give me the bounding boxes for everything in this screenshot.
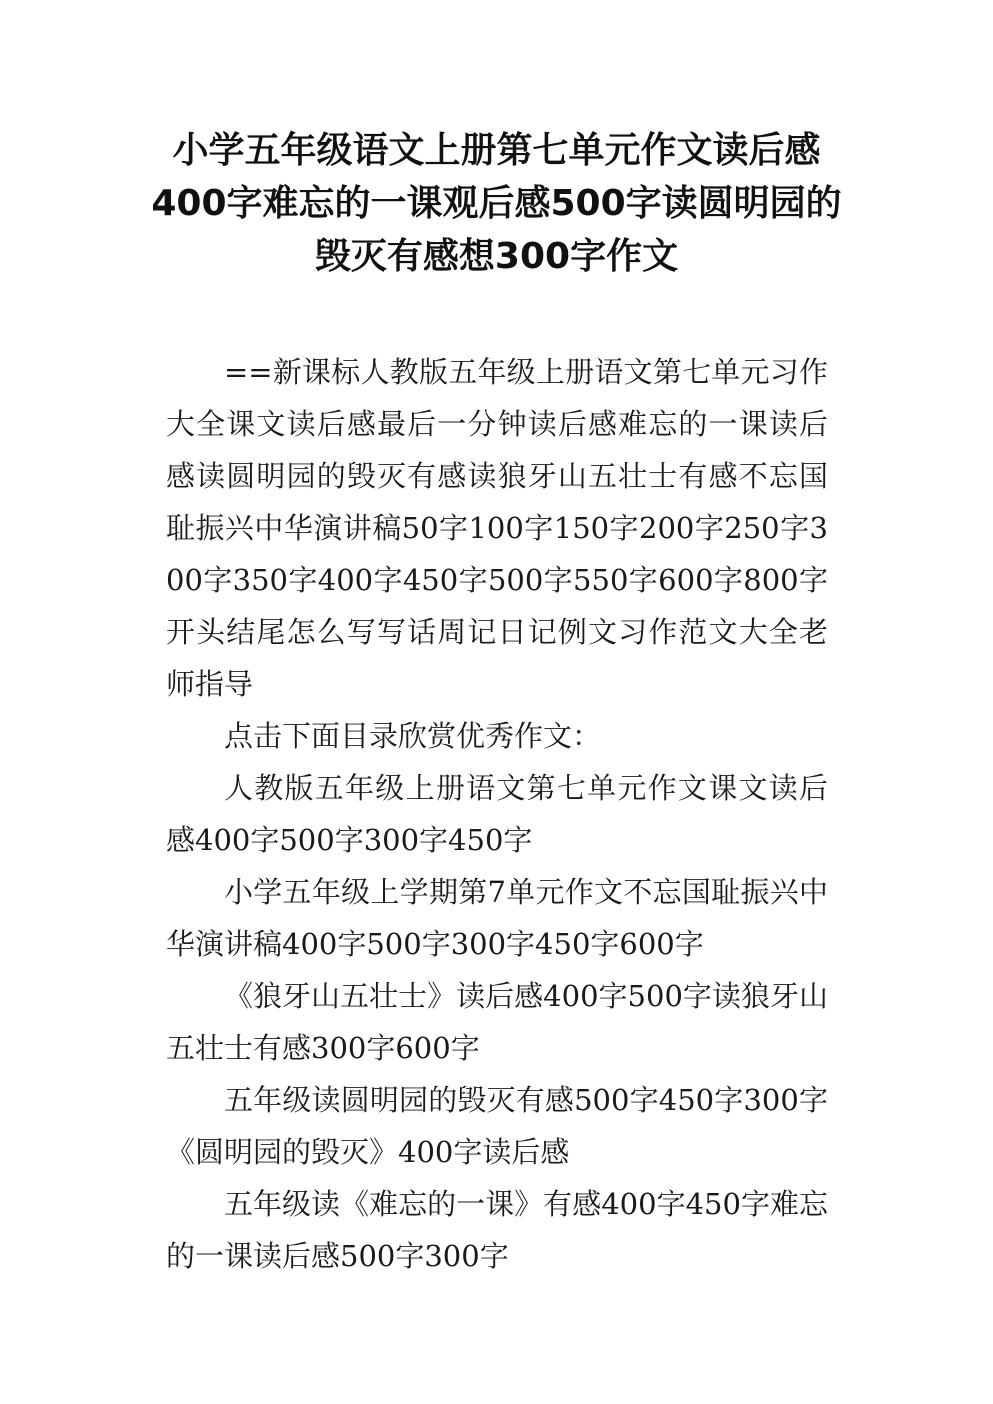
document-title: 小学五年级语文上册第七单元作文读后感400字难忘的一课观后感500字读圆明园的毁灭有感想300字作文 — [151, 130, 842, 277]
toc-item[interactable]: 小学五年级上学期第7单元作文不忘国耻振兴中华演讲稿400字500字300字450字600字 — [166, 875, 828, 961]
document-body — [166, 346, 828, 1282]
intro-paragraph: ==新课标人教版五年级上册语文第七单元习作大全课文读后感最后一分钟读后感难忘的一课读后感读圆明园的毁灭有感读狼牙山五壮士有感不忘国耻振兴中华演讲稿50字100字150字200字250字300字350字400字450字500字550字600字800字开头结尾怎么写写话周记日记例文习作范文大全老师指导 — [166, 355, 828, 701]
toc-item[interactable]: 《狼牙山五壮士》读后感400字500字读狼牙山五壮士有感300字600字 — [166, 979, 828, 1065]
toc-item[interactable]: 人教版五年级上册语文第七单元作文课文读后感400字500字300字450字 — [166, 771, 828, 857]
toc-item[interactable]: 五年级读圆明园的毁灭有感500字450字300字《圆明园的毁灭》400字读后感 — [166, 1083, 828, 1169]
toc-prompt: 点击下面目录欣赏优秀作文： — [224, 719, 602, 753]
toc-item[interactable]: 五年级读《难忘的一课》有感400字450字难忘的一课读后感500字300字 — [166, 1187, 828, 1273]
